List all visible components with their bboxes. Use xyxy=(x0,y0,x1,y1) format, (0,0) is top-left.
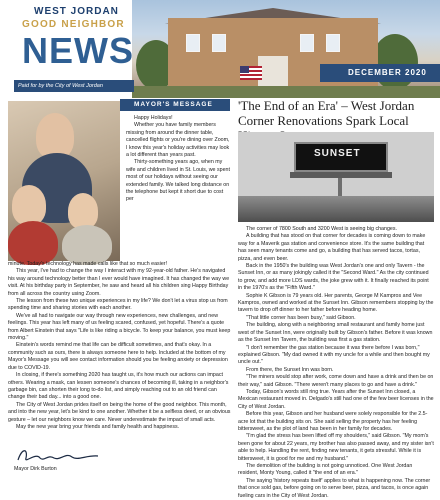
logo-title: NEWS xyxy=(22,30,134,71)
flag-canton xyxy=(240,66,249,73)
article-headline: 'The End of an Era' – West Jordan Corner Renovations Spark Local xyxy=(238,98,415,128)
paragraph: "I'm glad the stress has been lifted off my shoulders," said Gibson. "My mom's been gone for about 22 years, my brother has also passed away, and my sister isn't able to help. Handling the rent, finding new tenants, it gets stressful. While it is bittersweet, it is good for me and my husband." xyxy=(238,433,434,462)
paragraph: "I don't remember the gas station because it was there before I was born," explained Gibson. "My dad owned it with my uncle for a while and then bought my uncle out." xyxy=(238,344,430,366)
paragraph: Einstein's words remind me that life can be difficult sometimes, and that's okay. In a community such as ours, there is always someone here to help. Included at the bottom of my Mayor's Message you will see contact information should you be feeling anxiety or depression due to COVID-19. xyxy=(8,342,228,371)
mayor-message-heading: MAYOR'S MESSAGE xyxy=(134,101,213,108)
paragraph: This year, I've had to change the way I interact with my 92-year-old father. He's navigated his way around technology better than I ever would have imagined. It has changed the way we visit. At his birthday party in September, he saw and heard all his children sing Happy Birthday from all across the country using Zoom. xyxy=(8,268,230,297)
paragraph: The building, along with a neighboring small restaurant and family home just west of the Sunset Inn, were originally built by Gibson's father. Before it was known as the Sunset Inn Tavern, the building was first a gas station. xyxy=(238,322,433,344)
paid-by-banner: Paid for by the City of West Jordan xyxy=(14,80,134,92)
paragraph: Today, Gibson's words still ring true. Years after the Sunset Inn closed, a Mexican restaurant moved in. Delgado's still had one of the few beer licenses in the City of West Jordan. xyxy=(238,388,434,410)
building-window xyxy=(186,34,200,52)
building-entrance xyxy=(258,56,288,90)
paragraph: We've all had to navigate our way through new experiences, new challenges, and new feelings. This year has left many of us feeling scared, confused, yet hopeful. There's a quote from Albert Einstein that says "Life is like riding a bicycle. To keep your balance, you must keep moving." xyxy=(8,312,231,342)
sign-text: SUNSET xyxy=(314,148,361,159)
paragraph: minute. Today's technology has made calls like that so much easier! xyxy=(8,261,168,267)
paragraph: Thirty-something years ago, when my wife and children lived in St. Louis, we spent most of our holidays without seeing our extended family. We talked long distance on the telephone but kept it short due to cost per xyxy=(126,159,230,203)
logo-city: WEST JORDAN xyxy=(34,6,119,17)
sunset-inn-sign-photo xyxy=(238,132,434,222)
paragraph: The demolition of the building is not going unnoticed. One West Jordan resident, Monty Young, called it "the end of an era." xyxy=(238,463,413,477)
building-roofline xyxy=(238,196,434,222)
logo-subtitle: GOOD NEIGHBOR xyxy=(22,19,125,30)
paragraph: Back in the 1950's the building was West Jordan's one and only Tavern - the Sunset Inn, or as many jokingly called it the "Second Ward." As the city continued to grow, and add more LDS wards, the joke grew with it. It finally reached its point in the 1970's as the "Fifth Ward." xyxy=(238,263,429,292)
mayor-message-body xyxy=(8,261,232,431)
issue-date: DECEMBER 2020 xyxy=(348,68,427,77)
paragraph: Sophie K Gibson is 79 years old. Her parents, George M Kampros and Vee Kampros, owned and worked at the Sunset Inn. Gibson remembers stopping by the tavern to drop off dinner to her father before heading home. xyxy=(238,292,434,314)
mayor-message-right-column xyxy=(126,115,232,204)
paragraph: "The miners would stop after work, come down and have a drink and then be on their way," said Gibson. "There weren't many places to go and have a drink." xyxy=(238,374,434,388)
paragraph: A building that has stood on that corner for decades is coming down to make way for a Maverik gas station and convenience store. It's the same building that has seen many tenants come and go, a building that has served tacos, tortas, pizza, and even beer. xyxy=(238,233,426,262)
child-body xyxy=(8,221,58,265)
greeting: Happy Holidays! xyxy=(134,115,173,121)
closing-paragraph: May the new year bring your friends and family health and happiness. xyxy=(16,423,180,430)
paragraph: The City of West Jordan prides itself on being the home of the good neighbor. This month, and into the new year, let's be kind to one another. Whether it be a selfless deed, or an obvious gesture – let our neighbors know we care. Never underestimate the impact of small acts. xyxy=(8,401,231,423)
building-window xyxy=(212,34,226,52)
child-face xyxy=(68,193,98,229)
paragraph: "That little corner has been busy," said Gibson. xyxy=(246,314,356,321)
article-body xyxy=(238,226,434,500)
masthead xyxy=(0,0,440,98)
paragraph: In closing, if there's something 2020 has taught us, it's how much our actions can impact others. Wearing a mask, can lessen someone's chances of becoming ill, taking in a neighbor's garbage bin, can shorten their long to-do list, and simply reaching out to an old friend can change their bad day... into a good one. xyxy=(8,372,229,401)
mayor-family-photo xyxy=(8,101,120,261)
paragraph: The lesson from these two unique experiences in my life? We don't let a virus stop us from spending time and sharing stories with each another. xyxy=(8,298,228,312)
paragraph: The saying 'history repeats itself' applies to what is happening now. The corner that once sold gas, before going on to serve beer, pizza, and tacos, is once again fueling cars in the City of West Jordan. xyxy=(238,477,431,499)
mayor-signature xyxy=(14,446,104,466)
paragraph: Before this year, Gibson and her husband were solely responsible for the 2.5-acre lot that the building sits on. She said selling the property has her feeling bittersweet, as the plot of land has been in her family for decades. xyxy=(238,411,428,432)
mayor-name: Mayor Dirk Burton xyxy=(14,466,57,472)
building-window xyxy=(300,34,314,52)
paragraph: From there, the Sunset Inn was born. xyxy=(246,366,334,373)
child-body xyxy=(62,225,112,265)
paragraph: The corner of 7800 South and 3200 West is seeing big changes. xyxy=(246,226,397,232)
child-face xyxy=(12,185,46,225)
building-window xyxy=(326,34,340,52)
paragraph: Whether you have family members missing from around the dinner table, cancelled flights or you're dining over Zoom, I know this year's holiday activities may look a lot different than years past. xyxy=(126,122,230,159)
